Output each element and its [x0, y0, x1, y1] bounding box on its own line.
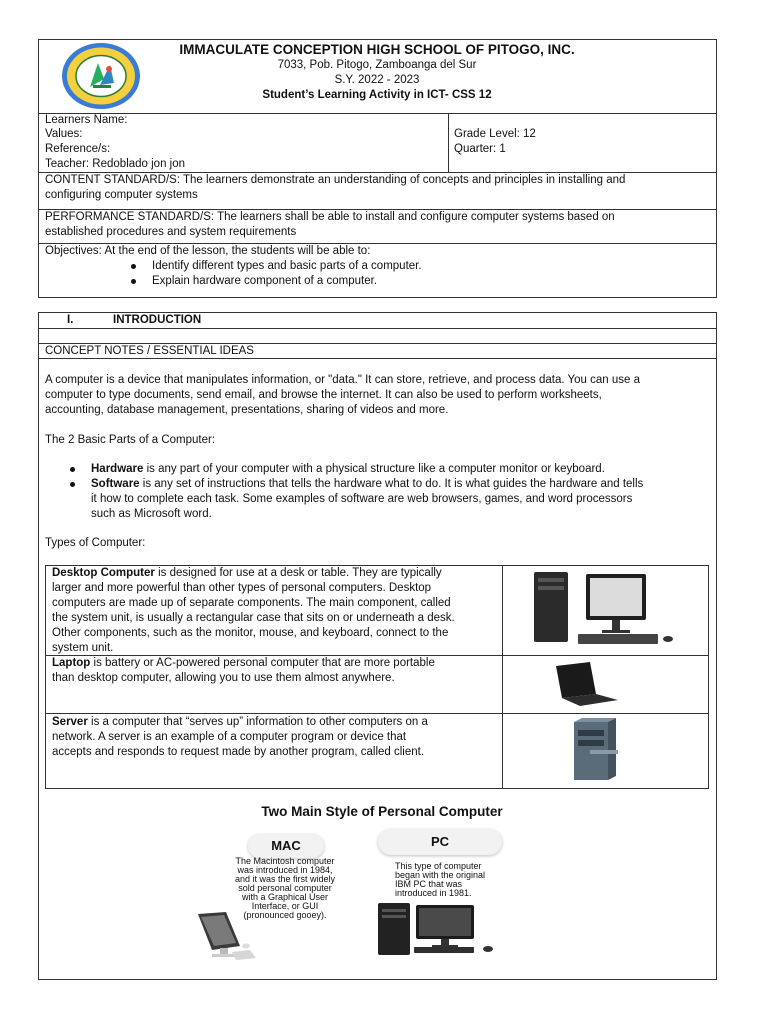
values-label: Values:: [45, 128, 83, 140]
mac-text-line: (pronounced gooey).: [243, 910, 327, 920]
grade-level-label: Grade Level: 12: [454, 128, 536, 140]
desktop-text-line: Desktop Computer is designed for use at a desk or table. They are typically: [52, 567, 442, 579]
mac-text-line: was introduced in 1984,: [237, 865, 333, 875]
desktop-text-line: the system unit, is usually a rectangular case that sits on or underneath a desk.: [52, 612, 455, 624]
computer-definition-line: computer to type documents, send email, and browse the internet. It can also be used to perform worksheets,: [45, 389, 602, 401]
hardware-text: is any part of your computer with a physical structure like a computer monitor or keyboard.: [143, 463, 605, 475]
server-image: [570, 716, 622, 784]
desktop-text-line: Other components, such as the monitor, mouse, and keyboard, connect to the: [52, 627, 449, 639]
software-text-line: such as Microsoft word.: [91, 508, 212, 520]
pc-text-line: IBM PC that was: [395, 879, 463, 889]
quarter-label: Quarter: 1: [454, 143, 506, 155]
objective-item: Identify different types and basic parts of a computer.: [152, 260, 422, 272]
desktop-text-line: system unit.: [52, 642, 114, 654]
mac-text-line: Interface, or GUI: [251, 901, 319, 911]
desktop-text-line: computers are made up of separate components. The main component, called: [52, 597, 451, 609]
school-address: 7033, Pob. Pitogo, Zamboanga del Sur: [277, 59, 477, 71]
bullet-icon: [70, 482, 75, 487]
section-title: INTRODUCTION: [113, 314, 202, 326]
content-standard-line2: configuring computer systems: [45, 189, 198, 201]
mac-label: MAC: [271, 838, 301, 853]
infographic-title: Two Main Style of Personal Computer: [261, 804, 503, 819]
laptop-text-line: than desktop computer, allowing you to use them almost anywhere.: [52, 672, 395, 684]
software-term: Software: [91, 478, 140, 490]
concept-notes-heading: CONCEPT NOTES / ESSENTIAL IDEAS: [45, 345, 254, 357]
activity-title: Student’s Learning Activity in ICT- CSS 12: [262, 89, 492, 101]
server-text-line: Server is a computer that “serves up” information to other computers on a: [52, 716, 428, 728]
software-item: [91, 477, 643, 492]
objectives-intro: Objectives: At the end of the lesson, the students will be able to:: [45, 245, 371, 257]
school-year: S.Y. 2022 - 2023: [334, 74, 420, 86]
server-text-line: network. A server is an example of a computer program or device that: [52, 731, 407, 743]
teacher-label: Teacher: Redoblado jon jon: [45, 158, 186, 170]
desktop-text-line: larger and more powerful than other types of personal computers. Desktop: [52, 582, 432, 594]
computer-definition-line: accounting, database management, presentations, sharing of videos and more.: [45, 404, 449, 416]
objective-item: Explain hardware component of a computer.: [152, 275, 378, 287]
performance-standard-line1: PERFORMANCE STANDARD/S: The learners shall be able to install and configure computer systems based on: [45, 211, 615, 223]
pc-text-line: This type of computer: [395, 861, 482, 871]
server-text-line: accepts and responds to request made by another program, called client.: [52, 746, 425, 758]
learners-name-label: Learners Name:: [45, 114, 128, 126]
bullet-icon: [131, 279, 136, 284]
mac-text-line: with a Graphical User: [241, 892, 329, 902]
laptop-image: [552, 660, 622, 708]
laptop-text-line: Laptop is battery or AC-powered personal computer that are more portable: [52, 657, 435, 669]
hardware-term: Hardware: [91, 463, 144, 475]
desktop-computer-image: [530, 568, 680, 652]
mac-computer-image: [196, 910, 262, 962]
types-heading: Types of Computer:: [45, 537, 146, 549]
bullet-icon: [131, 264, 136, 269]
hardware-item: [91, 462, 605, 477]
section-number: I.: [67, 314, 74, 326]
computer-definition-line: A computer is a device that manipulates information, or "data." It can store, retrieve, and process data. You can use a: [45, 374, 641, 386]
mac-text-line: The Macintosh computer: [235, 856, 335, 866]
mac-text-line: sold personal computer: [238, 883, 332, 893]
basic-parts-heading: The 2 Basic Parts of a Computer:: [45, 434, 216, 446]
references-label: Reference/s:: [45, 143, 111, 155]
pc-text-line: introduced in 1981.: [395, 888, 472, 898]
software-text-line: it how to complete each task. Some examples of software are web browsers, games, and word processors: [91, 493, 633, 505]
mac-text-line: and it was the first widely: [234, 874, 336, 884]
pc-text-line: began with the original: [395, 870, 486, 880]
school-name: IMMACULATE CONCEPTION HIGH SCHOOL OF PITOGO, INC.: [179, 42, 575, 57]
bullet-icon: [70, 467, 75, 472]
school-logo: [60, 41, 142, 111]
performance-standard-line2: established procedures and system requirements: [45, 226, 297, 238]
software-text: is any set of instructions that tells the hardware what to do. It is what guides the hardware and tells: [139, 478, 644, 490]
pc-computer-image: [376, 901, 500, 957]
content-standard-line1: CONTENT STANDARD/S: The learners demonstrate an understanding of concepts and principles in installing and: [45, 174, 626, 186]
pc-label: PC: [430, 834, 450, 849]
